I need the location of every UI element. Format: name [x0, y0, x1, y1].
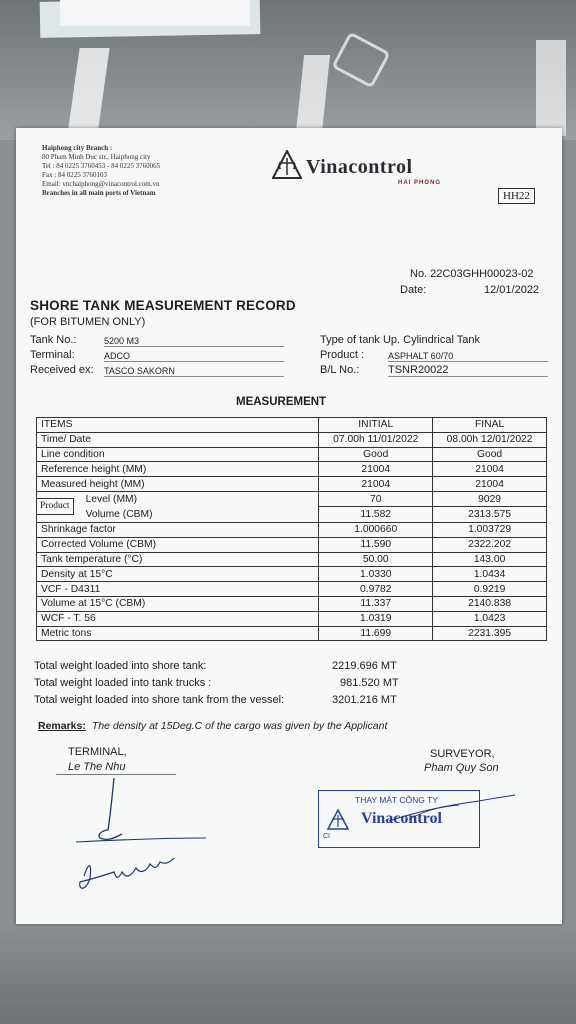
document-number: No. 22C03GHH00023-02 [410, 268, 534, 280]
row-final: 21004 [433, 462, 547, 477]
surveyor-sign-name: Pham Quy Son [424, 762, 499, 774]
company-stamp [318, 790, 480, 848]
row-initial: 11.590 [319, 537, 433, 552]
row-final: Good [433, 447, 547, 462]
row-item: WCF - T. 56 [37, 611, 319, 626]
product-group-cell [37, 491, 319, 522]
row-item: Corrected Volume (CBM) [37, 537, 319, 552]
row-item: Metric tons [37, 626, 319, 641]
row-initial: 0.9782 [319, 582, 433, 597]
terminal-sign-label: TERMINAL, [68, 746, 127, 758]
measurement-record-sheet [16, 128, 562, 924]
row-item: Line condition [37, 447, 319, 462]
row-final: 08.00h 12/01/2022 [433, 432, 547, 447]
row-item: Tank temperature (°C) [37, 552, 319, 567]
total-value: 3201.216 MT [332, 694, 397, 706]
remarks [38, 720, 387, 732]
branch-line: Branches in all main ports of Vietnam [42, 189, 156, 197]
surveyor-sign-label: SURVEYOR, [430, 748, 495, 760]
measurement-table [36, 417, 547, 641]
product-label: Product : [320, 349, 365, 361]
row-final: 2313.575 [433, 507, 547, 523]
row-initial: 11.699 [319, 626, 433, 641]
table-row [37, 522, 547, 537]
date-value: 12/01/2022 [484, 284, 540, 296]
terminal-signature [56, 768, 256, 908]
terminal-label: Terminal: [30, 349, 75, 361]
row-final: 9029 [433, 491, 547, 507]
row-item: Level (MM) [85, 493, 138, 505]
stamp-company-name: Vinacontrol [361, 810, 442, 827]
stamp-top-text: THAY MẶT CÔNG TY [355, 795, 438, 805]
row-initial: Good [319, 447, 433, 462]
column-header-initial: INITIAL [319, 418, 433, 433]
row-final: 1.0423 [433, 611, 547, 626]
row-initial: 21004 [319, 462, 433, 477]
row-final: 1.0434 [433, 567, 547, 582]
table-row [37, 582, 547, 597]
measurement-title: MEASUREMENT [236, 396, 327, 408]
terminal-value: ADCO [104, 351, 284, 362]
row-initial: 50.00 [319, 552, 433, 567]
form-code: HH22 [498, 188, 535, 204]
total-value: 981.520 MT [340, 677, 399, 689]
row-initial: 11.582 [319, 507, 433, 523]
logo-subtext: HAI PHONG [398, 180, 442, 186]
column-header-items: ITEMS [37, 418, 319, 433]
document-title: SHORE TANK MEASUREMENT RECORD [30, 298, 296, 313]
table-header-row [37, 418, 547, 433]
tank-type: Type of tank Up. Cylindrical Tank [320, 334, 480, 346]
table-row [37, 567, 547, 582]
bl-label: B/L No.: [320, 364, 360, 376]
table-row [37, 552, 547, 567]
column-header-final: FINAL [433, 418, 547, 433]
row-initial: 07.00h 11/01/2022 [319, 432, 433, 447]
table-row [37, 432, 547, 447]
bl-value: TSNR20022 [388, 364, 548, 377]
row-item: Reference height (MM) [37, 462, 319, 477]
scales-icon [272, 150, 302, 180]
row-final: 2231.395 [433, 626, 547, 641]
row-item: Shrinkage factor [37, 522, 319, 537]
branch-line: Fax : 84 0225 3760103 [42, 171, 107, 179]
table-row [37, 477, 547, 492]
surveyor-signature [379, 791, 519, 831]
document-subtitle: (FOR BITUMEN ONLY) [30, 316, 146, 328]
row-final: 21004 [433, 477, 547, 492]
row-initial: 1.0319 [319, 611, 433, 626]
row-initial: 21004 [319, 477, 433, 492]
table-row [37, 537, 547, 552]
table-row [37, 447, 547, 462]
branch-info [42, 144, 160, 198]
row-item: Volume (CBM) [85, 508, 153, 520]
row-final: 1.003729 [433, 522, 547, 537]
total-label: Total weight loaded into shore tank: [34, 660, 207, 672]
stamp-scales-icon [327, 809, 349, 831]
tank-no-label: Tank No.: [30, 334, 77, 346]
branch-line: 80 Pham Minh Duc str., Haiphong city [42, 153, 151, 161]
table-row [37, 596, 547, 611]
table-row [37, 462, 547, 477]
product-group-label: Product [36, 498, 74, 515]
branch-line: Email: vnchaiphong@vinacontrol.com.vn [42, 180, 160, 188]
date-label: Date: [400, 284, 427, 296]
received-ex-value: TASCO SAKORN [104, 366, 284, 377]
branch-line: Tel : 84 0225 3760453 - 84 0225 3760065 [42, 162, 161, 170]
remarks-text: The density at 15Deg.C of the cargo was given by the Applicant [91, 720, 388, 732]
row-initial: 1.000660 [319, 522, 433, 537]
row-initial: 11.337 [319, 596, 433, 611]
terminal-sign-name: Le The Nhu [68, 761, 126, 773]
total-label: Total weight loaded into tank trucks : [34, 677, 212, 689]
row-initial: 70 [319, 491, 433, 507]
tank-no-value: 5200 M3 [104, 336, 284, 347]
row-initial: 1.0330 [319, 567, 433, 582]
row-item: Volume at 15°C (CBM) [37, 596, 319, 611]
light-glare [536, 40, 566, 136]
logo-text: Vinacontrol [306, 156, 413, 178]
total-label: Total weight loaded into shore tank from the vessel: [34, 694, 285, 706]
background-paper-edge [60, 0, 250, 26]
table-row [37, 626, 547, 641]
product-value: ASPHALT 60/70 [388, 351, 548, 362]
row-final: 143.00 [433, 552, 547, 567]
row-final: 0.9219 [433, 582, 547, 597]
row-item: Density at 15°C [37, 567, 319, 582]
background-bottom [0, 920, 576, 1024]
table-row [37, 611, 547, 626]
row-item: VCF - D4311 [37, 582, 319, 597]
table-row [37, 491, 547, 507]
stamp-ci: CI [323, 833, 330, 840]
total-value: 2219.696 MT [332, 660, 397, 672]
row-item: Time/ Date [37, 432, 319, 447]
row-final: 2322.202 [433, 537, 547, 552]
branch-line: Haiphong city Branch : [42, 144, 113, 152]
received-ex-label: Received ex: [30, 364, 94, 376]
row-final: 2140.838 [433, 596, 547, 611]
remarks-label: Remarks: [38, 720, 86, 732]
row-item: Measured height (MM) [37, 477, 319, 492]
